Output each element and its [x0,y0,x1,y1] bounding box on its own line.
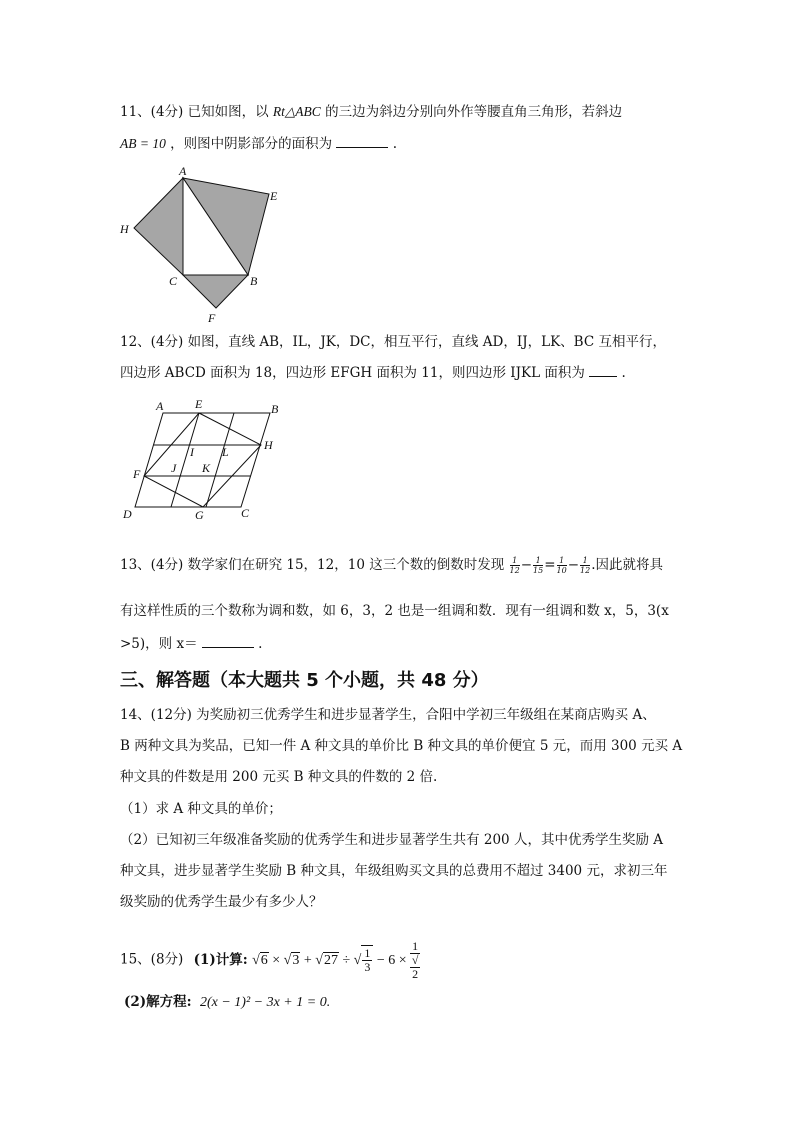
q12-label-i: I [190,445,194,459]
q15-frac2-den: 2 [412,967,419,981]
q11-label-a: A [179,164,187,178]
q13-frac4-num: 1 [580,556,590,566]
section-title: 三、解答题（本大题共 5 个小题，共 48 分） [120,670,489,691]
q12-label-d: D [123,507,132,521]
q13-line3 [120,634,262,653]
q15-six: 6 [388,952,396,968]
q15-sqrt-3: 3 [292,952,300,968]
q15-plus: + [303,952,312,968]
q11-hypotenuse-value: AB = 10 [120,136,166,151]
q12-label-f: F [133,467,141,481]
q11-text: 11、(4分) 已知如图，以 [120,104,269,120]
q15-prefix: 15、(8分) [120,951,184,968]
q13-line2: 有这样性质的三个数称为调和数，如 6，3，2 也是一组调和数．现有一组调和数 x，5，3(x [120,603,669,619]
q11-text-cont: 的三边为斜边分别向外作等腰直角三角形，若斜边 [325,104,623,120]
q13-frac3-den: 10 [556,566,567,575]
q13-frac3-num: 1 [557,556,567,566]
q15-expression: √6 × √3 + √27 ÷ √ $\frac{1}{3}$ − 6 × 1 √ 2 [252,939,419,981]
q15-sqrt-6: 6 [260,952,268,968]
q13-frac1-num: 1 [510,556,520,566]
q12-label-g: G [195,508,204,522]
q12-answer-blank [589,363,617,377]
q14-part2-line1: （2）已知初三年级准备奖励的优秀学生和进步显著学生共有 200 人，其中优秀学生奖励 A [120,832,663,848]
q15-part2-label: (2)解方程: [124,994,192,1010]
q11-label-f: F [208,311,216,325]
q15-minus: − [376,952,385,968]
q13-text-cont: .因此就将具 [591,557,663,573]
q13-fraction-2 [533,556,543,575]
q15-frac2-den-wrap: √ 2 [411,953,419,981]
q13-fraction-1 [510,556,520,575]
q11-line1 [120,103,622,121]
q13-fraction-3 [557,556,567,575]
q15-sqrt-27: 27 [323,952,338,968]
q11-label-h: H [120,222,129,236]
q15-frac2-num: 1 [412,939,419,953]
q15-line2 [120,993,330,1012]
q11-period: . [392,136,398,152]
q15-equation: 2(x − 1)² − 3x + 1 = 0. [199,995,331,1010]
q11-label-b: B [250,274,258,288]
q13-frac2-num: 1 [533,556,543,566]
q12-parallelogram-abcd [135,413,270,507]
q13-answer-blank [202,634,254,648]
q15-times-1: × [272,952,281,968]
q13-frac1-den: 12 [509,566,520,575]
q12-figure [115,395,285,525]
q12-label-e: E [195,397,203,411]
q15-frac-one-over-root2 [410,940,420,981]
q12-period: . [621,365,626,381]
q11-figure [110,160,310,330]
q12-label-j: J [171,461,177,475]
q15-sqrt-frac [361,945,373,976]
q14-line1: 14、(12分) 为奖励初三优秀学生和进步显著学生，合阳中学初三年级组在某商店购买 A、 [120,707,656,723]
q15-part1-label: (1)计算: [193,951,248,968]
q15-frac-one-third [362,947,372,974]
q14-part1: （1）求 A 种文具的单价； [120,801,282,817]
q13-minus-2: − [567,557,580,573]
q11-question-text: ，则图中阴影部分的面积为 [170,136,333,152]
q15-frac-den: 3 [364,960,371,974]
q12-line1: 12、(4分) 如图，直线 AB，IL，JK，DC，相互平行，直线 AD，IJ，LK、BC 互相平行， [120,334,666,350]
q13-question-text: >5)，则 x＝ [120,636,198,652]
q15-times-2: × [398,952,407,968]
q13-fraction-4 [580,556,590,575]
q12-label-k: K [202,461,211,475]
q13-frac4-den: 12 [580,566,591,575]
q13-frac2-den: 15 [533,566,544,575]
q14-line3: 种文具的件数是用 200 元买 B 种文具的件数的 2 倍. [120,769,438,785]
q12-quadrilateral-efgh [144,413,261,507]
q12-label-a: A [156,399,164,413]
q14-line2: B 两种文具为奖品，已知一件 A 种文具的单价比 B 种文具的单价便宜 5 元，而用 300 元买 A [120,738,683,754]
q12-line2 [120,363,626,382]
q15-divide: ÷ [342,952,351,968]
q11-label-e: E [270,189,278,203]
q11-line2 [120,134,397,153]
q13-period: . [258,636,263,652]
q12-label-h: H [264,438,273,452]
q11-triangle-symbol: Rt△ABC [272,104,321,119]
q14-part2-line2: 种文具，进步显著学生奖励 B 种文具，年级组购买文具的总费用不超过 3400 元，求初三年 [120,863,668,879]
q13-equals: = [544,557,556,573]
q12-line-lk [206,413,234,507]
q13-text: 13、(4分) 数学家们在研究 15，12，10 这三个数的倒数时发现 [120,557,505,573]
q12-label-b: B [271,402,279,416]
q11-shaded-triangle-ach [134,178,183,275]
q12-question-text: 四边形 ABCD 面积为 18，四边形 EFGH 面积为 11，则四边形 IJKL 面积为 [120,365,585,381]
q14-part2-line3: 级奖励的优秀学生最少有多少人？ [120,894,323,910]
q11-label-c: C [169,274,178,288]
q12-label-c: C [241,506,250,520]
q11-answer-blank [336,134,388,148]
q13-minus-1: − [520,557,533,573]
q15-line1 [120,940,420,981]
q11-shaded-triangle-cfb [183,275,248,308]
q12-label-l: L [222,445,229,459]
q15-frac-num: 1 [364,946,371,960]
q13-line1 [120,556,663,575]
